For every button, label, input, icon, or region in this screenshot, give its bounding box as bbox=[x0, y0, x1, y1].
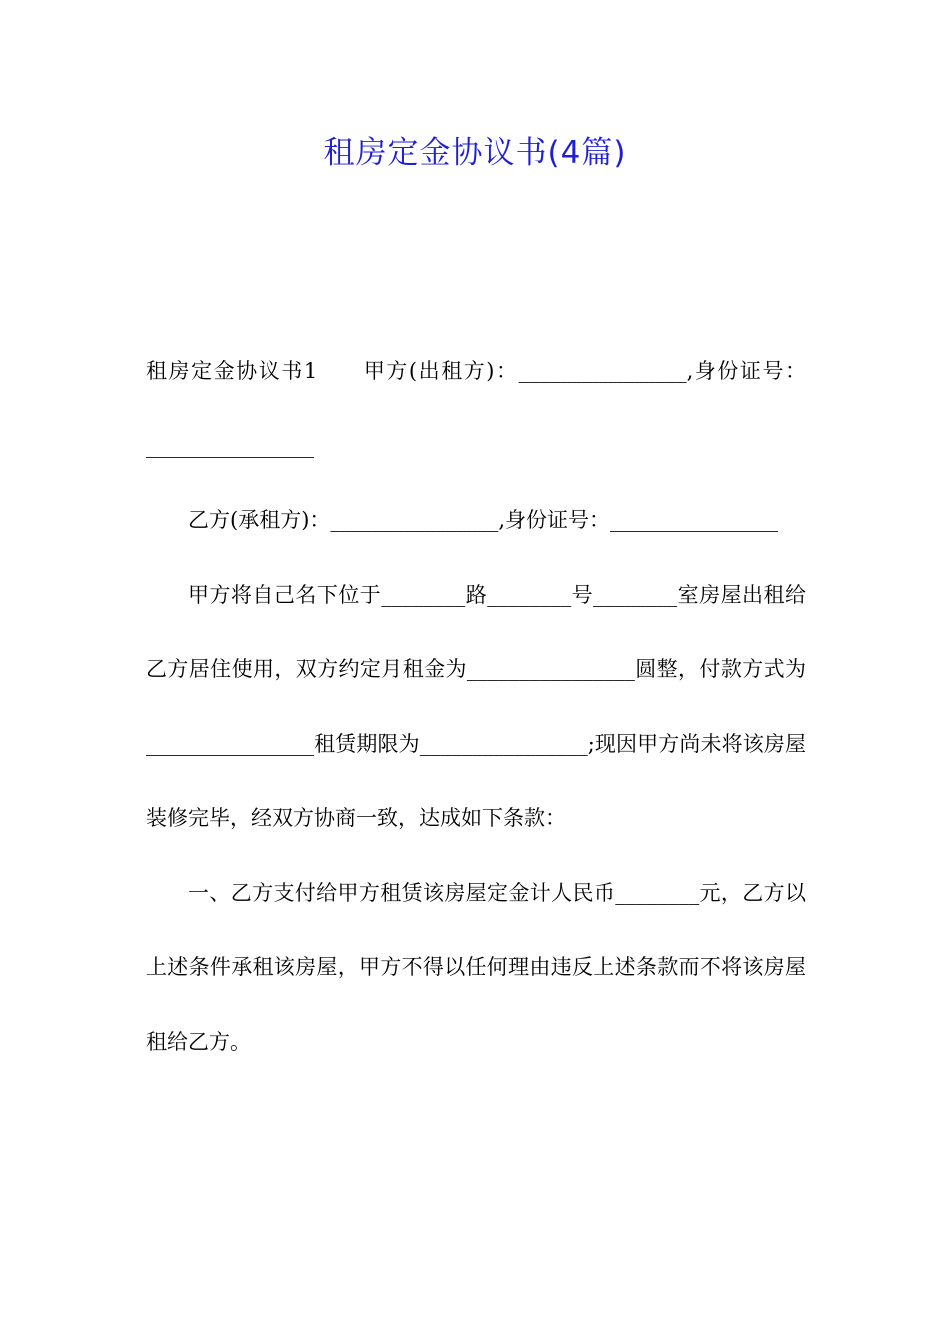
paragraph-property-terms: 甲方将自己名下位于________路________号________室房屋出租给乙方居住使用，双方约定月租金为________________圆整，付款方式为________________租赁期限为________________;现因甲方尚未将该房屋装修完毕，经双方协商一致，达成如下条款： bbox=[146, 582, 806, 830]
paragraph-party-a: 租房定金协议书1 甲方(出租方)：________________,身份证号：________________ bbox=[146, 359, 806, 458]
document-title: 租房定金协议书(4篇) bbox=[323, 135, 627, 171]
document-body bbox=[146, 334, 806, 1079]
paragraph-party-b: 乙方(承租方)：________________,身份证号：________________ bbox=[188, 508, 779, 532]
paragraph-clause-one: 一、乙方支付给甲方租赁该房屋定金计人民币________元，乙方以上述条件承租该房屋，甲方不得以任何理由违反上述条款而不将该房屋租给乙方。 bbox=[146, 880, 806, 1054]
